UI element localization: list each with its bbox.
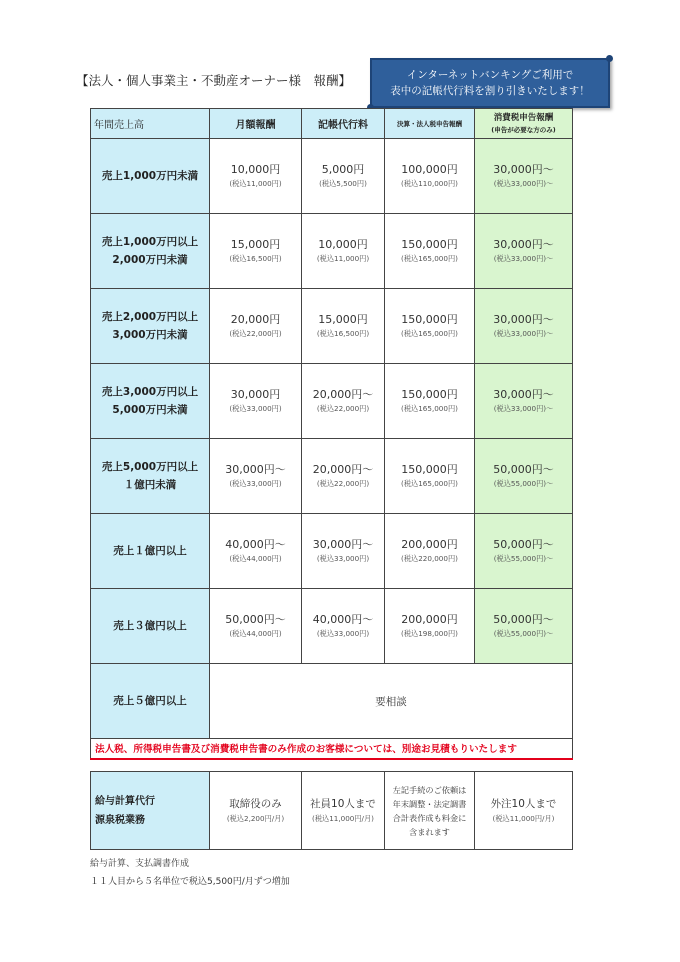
sales-range-line-2: 3,000万円未満 (112, 329, 188, 341)
page-title: 【法人・個人事業主・不動産オーナー様 報酬】 (76, 73, 352, 88)
tax-included: (税込110,000円) (401, 179, 458, 188)
price: 30,000円～ (493, 163, 554, 176)
header-sales: 年間売上高 (91, 109, 210, 139)
consumption-fee-cell (475, 289, 573, 364)
sales-range-label (91, 364, 210, 439)
bookkeeping-fee-cell (302, 589, 385, 664)
table-row (91, 289, 573, 364)
separate-estimate-notice: 法人税、所得税申告書及び消費税申告書のみ作成のお客様については、別途お見積もりいたします (91, 739, 573, 759)
monthly-fee-cell (210, 514, 302, 589)
price: 30,000円～ (493, 238, 554, 251)
tax-included: (税込22,000円) (316, 404, 370, 413)
price: 200,000円 (401, 538, 458, 551)
settlement-fee-cell (385, 439, 475, 514)
tax-included: (税込22,000円) (229, 329, 282, 338)
tax-included: (税込220,000円) (401, 554, 458, 563)
price: 50,000円～ (225, 613, 286, 626)
table-row (91, 514, 573, 589)
tax-included: (税込165,000円) (401, 329, 458, 338)
consumption-fee-cell (475, 139, 573, 214)
table-row (91, 364, 573, 439)
consumption-fee-cell (475, 439, 573, 514)
sales-range-line-2: 5,000万円未満 (112, 404, 188, 416)
tax-included: (税込44,000円) (229, 554, 282, 563)
sales-range-label (91, 139, 210, 214)
tax-included: (税込33,000円) (229, 404, 282, 413)
sales-range-label (91, 514, 210, 589)
bookkeeping-fee-cell (302, 289, 385, 364)
tax-included: (税込33,000円) (316, 629, 370, 638)
tax-included: (税込165,000円) (401, 479, 458, 488)
tax-included: (税込33,000円)～ (493, 404, 554, 413)
tax-included: (税込16,500円) (316, 329, 370, 338)
monthly-fee-cell (210, 364, 302, 439)
consumption-fee-cell (475, 589, 573, 664)
price: 50,000円～ (493, 463, 554, 476)
bookkeeping-fee-cell (302, 139, 385, 214)
tax-included: (税込33,000円) (229, 479, 282, 488)
payroll-contractors (475, 772, 573, 850)
price: 20,000円 (230, 313, 281, 326)
table-header-row (91, 109, 573, 139)
tax-included: (税込16,500円) (229, 254, 282, 263)
note-line: 年末調整・法定調書 (392, 798, 467, 809)
tax-included: (税込33,000円)～ (493, 329, 554, 338)
sales-range-line-1: 売上2,000万円以上 (101, 311, 199, 323)
table-row (91, 214, 573, 289)
tax-included: (税込44,000円) (229, 629, 282, 638)
table-row (91, 439, 573, 514)
table-row (91, 772, 573, 850)
monthly-fee-cell (210, 139, 302, 214)
consumption-fee-cell (475, 214, 573, 289)
price: 50,000円～ (493, 538, 554, 551)
price: 150,000円 (401, 313, 458, 326)
price: 30,000円 (230, 388, 281, 401)
header-settlement: 決算・法人税申告報酬 (385, 109, 475, 139)
payroll-label-line-2: 源泉税業務 (95, 814, 145, 826)
price: 5,000円 (321, 163, 365, 176)
settlement-fee-cell (385, 514, 475, 589)
settlement-fee-cell (385, 214, 475, 289)
note-line: 合計表作成も料金に (392, 812, 467, 823)
tax-included: (税込11,000円) (229, 179, 282, 188)
price: 30,000円～ (493, 313, 554, 326)
consumption-fee-cell (475, 364, 573, 439)
price: 15,000円 (318, 313, 368, 326)
table-row (91, 589, 573, 664)
price: 30,000円～ (225, 463, 286, 476)
payroll-label (91, 772, 210, 850)
price: 40,000円～ (312, 613, 374, 626)
price: 50,000円～ (493, 613, 554, 626)
scroll-curl-icon (606, 55, 613, 62)
settlement-fee-cell (385, 139, 475, 214)
sales-range-line-2: １億円未満 (123, 479, 177, 491)
price: 20,000円～ (312, 463, 374, 476)
sales-range-line-1: 売上1,000万円以上 (101, 236, 199, 248)
sales-range-line-1: 売上1,000万円未満 (101, 170, 199, 182)
tax-included: (税込55,000円)～ (493, 629, 554, 638)
header-monthly: 月額報酬 (210, 109, 302, 139)
price: 取締役のみ (229, 798, 282, 810)
price: 150,000円 (401, 238, 458, 251)
header-consumption-title: 消費税申告報酬 (493, 112, 554, 123)
tax-included: (税込55,000円)～ (493, 554, 554, 563)
ib-discount-banner (370, 58, 610, 108)
price: 社員10人まで (310, 798, 376, 810)
tax-included: (税込11,000円) (316, 254, 370, 263)
tax-included: (税込22,000円) (316, 479, 370, 488)
settlement-fee-cell (385, 589, 475, 664)
sales-range-line-1: 売上5,000万円以上 (101, 461, 199, 473)
tax-included: (税込33,000円)～ (493, 179, 554, 188)
tax-included: (税込198,000円) (401, 629, 458, 638)
tax-included: (税込11,000円/月) (312, 814, 374, 823)
sales-range-label (91, 289, 210, 364)
tax-included: (税込33,000円)～ (493, 254, 554, 263)
tax-included: (税込165,000円) (401, 404, 458, 413)
tax-included: (税込165,000円) (401, 254, 458, 263)
price: 外注10人まで (490, 798, 557, 810)
tax-included: (税込55,000円)～ (493, 479, 554, 488)
monthly-fee-cell (210, 439, 302, 514)
price: 10,000円 (318, 238, 368, 251)
tax-included: (税込2,200円/月) (226, 814, 285, 823)
consultation-required: 要相談 (210, 664, 573, 739)
sales-range-label (91, 214, 210, 289)
tax-included: (税込33,000円) (316, 554, 370, 563)
price: 150,000円 (401, 463, 458, 476)
sales-range-line-2: 2,000万円未満 (112, 254, 188, 266)
price: 100,000円 (401, 163, 458, 176)
note-line: 左記手続のご依頼は (392, 784, 467, 795)
bookkeeping-fee-cell (302, 364, 385, 439)
banner-line-1: インターネットバンキングご利用で (406, 69, 574, 81)
table-row (91, 139, 573, 214)
tax-included: (税込5,500円) (319, 179, 367, 188)
notice-row (91, 739, 573, 759)
monthly-fee-cell (210, 589, 302, 664)
monthly-fee-cell (210, 289, 302, 364)
sales-range-label (91, 589, 210, 664)
bookkeeping-fee-cell (302, 439, 385, 514)
tax-included: (税込11,000円/月) (492, 814, 555, 823)
price: 30,000円～ (493, 388, 554, 401)
payroll-employees (302, 772, 385, 850)
payroll-directors (210, 772, 302, 850)
fee-table (90, 108, 573, 760)
header-consumption-note: (申告が必要な方のみ) (491, 125, 556, 134)
table-row (91, 664, 573, 739)
sales-range-line-1: 売上3,000万円以上 (101, 386, 199, 398)
payroll-label-line-1: 給与計算代行 (95, 795, 155, 807)
banner-line-2: 表中の記帳代行料を割り引きいたします！ (390, 85, 590, 97)
payroll-note (385, 772, 475, 850)
sales-range-label (91, 439, 210, 514)
settlement-fee-cell (385, 289, 475, 364)
price: 10,000円 (230, 163, 281, 176)
note-line: 含まれます (409, 826, 450, 837)
header-bookkeeping: 記帳代行料 (302, 109, 385, 139)
price: 30,000円～ (312, 538, 374, 551)
header-consumption (475, 109, 573, 139)
consumption-fee-cell (475, 514, 573, 589)
footer-note-2: １１人目から５名単位で税込5,500円/月ずつ増加 (90, 877, 290, 887)
sales-range-line-1: 売上３億円以上 (113, 620, 187, 632)
price: 20,000円～ (312, 388, 374, 401)
price: 40,000円～ (225, 538, 286, 551)
bookkeeping-fee-cell (302, 214, 385, 289)
sales-range-line-1: 売上１億円以上 (113, 545, 187, 557)
price: 15,000円 (230, 238, 281, 251)
sales-range-label: 売上５億円以上 (91, 664, 210, 739)
price: 150,000円 (401, 388, 458, 401)
footer-note-1: 給与計算、支払調書作成 (90, 859, 190, 869)
bookkeeping-fee-cell (302, 514, 385, 589)
payroll-table (90, 771, 573, 850)
price: 200,000円 (401, 613, 458, 626)
settlement-fee-cell (385, 364, 475, 439)
monthly-fee-cell (210, 214, 302, 289)
